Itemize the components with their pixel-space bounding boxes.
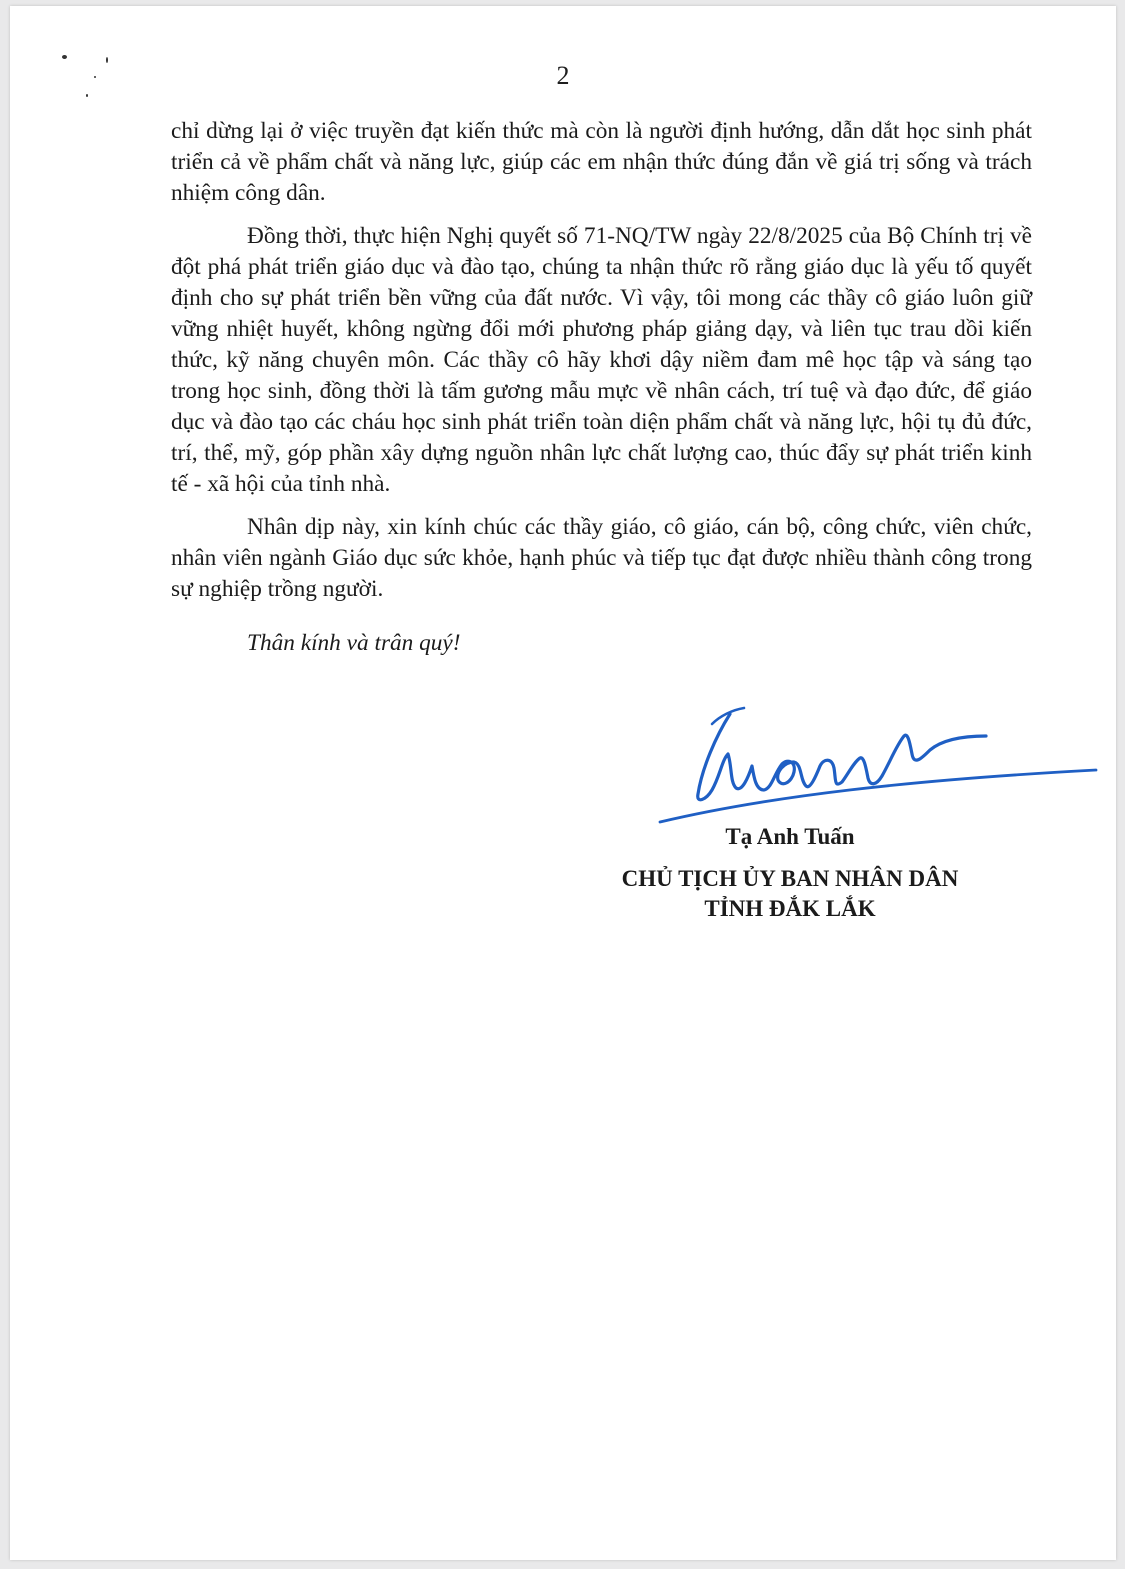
document-page [10,6,1116,1560]
signer-title-line: CHỦ TỊCH ỦY BAN NHÂN DÂN [621,866,959,891]
body-paragraph: Nhân dịp này, xin kính chúc các thầy giáo, cô giáo, cán bộ, công chức, viên chức, nhân viên ngành Giáo dục sức khỏe, hạnh phúc và tiếp tục đạt được nhiều thành công trong sự nghiệp trồng người. [171,514,1032,602]
signer-title-line: TỈNH ĐẮK LẮK [704,896,876,921]
signer-name: Tạ Anh Tuấn [725,824,855,849]
signature-image [650,696,1110,836]
body-paragraph: Đồng thời, thực hiện Nghị quyết số 71-NQ/TW ngày 22/8/2025 của Bộ Chính trị về đột phá phát triển giáo dục và đào tạo, chúng ta nhận thức rõ rằng giáo dục là yếu tố quyết định cho sự phát triển bền vững của đất nước. Vì vậy, tôi mong các thầy cô giáo luôn giữ vững nhiệt huyết, không ngừng đổi mới phương pháp giảng dạy, và liên tục trau dồi kiến thức, kỹ năng chuyên môn. Các thầy cô hãy khơi dậy niềm đam mê học tập và sáng tạo trong học sinh, đồng thời là tấm gương mẫu mực về nhân cách, trí tuệ và đạo đức, để giáo dục và đào tạo các cháu học sinh phát triển toàn diện phẩm chất và năng lực, hội tụ đủ đức, trí, thể, mỹ, góp phần xây dựng nguồn nhân lực chất lượng cao, thúc đẩy sự phát triển kinh tế - xã hội của tỉnh nhà. [171,223,1032,497]
closing-line: Thân kính và trân quý! [247,630,461,656]
letter-body [171,116,1032,617]
body-paragraph: chỉ dừng lại ở việc truyền đạt kiến thức mà còn là người định hướng, dẫn dắt học sinh phát triển cả về phẩm chất và năng lực, giúp các em nhận thức đúng đắn về giá trị sống và trách nhiệm công dân. [171,118,1032,206]
scan-speck [86,94,88,97]
signer-title [570,864,1010,924]
scan-speck [62,55,67,59]
page-number: 2 [556,61,570,90]
